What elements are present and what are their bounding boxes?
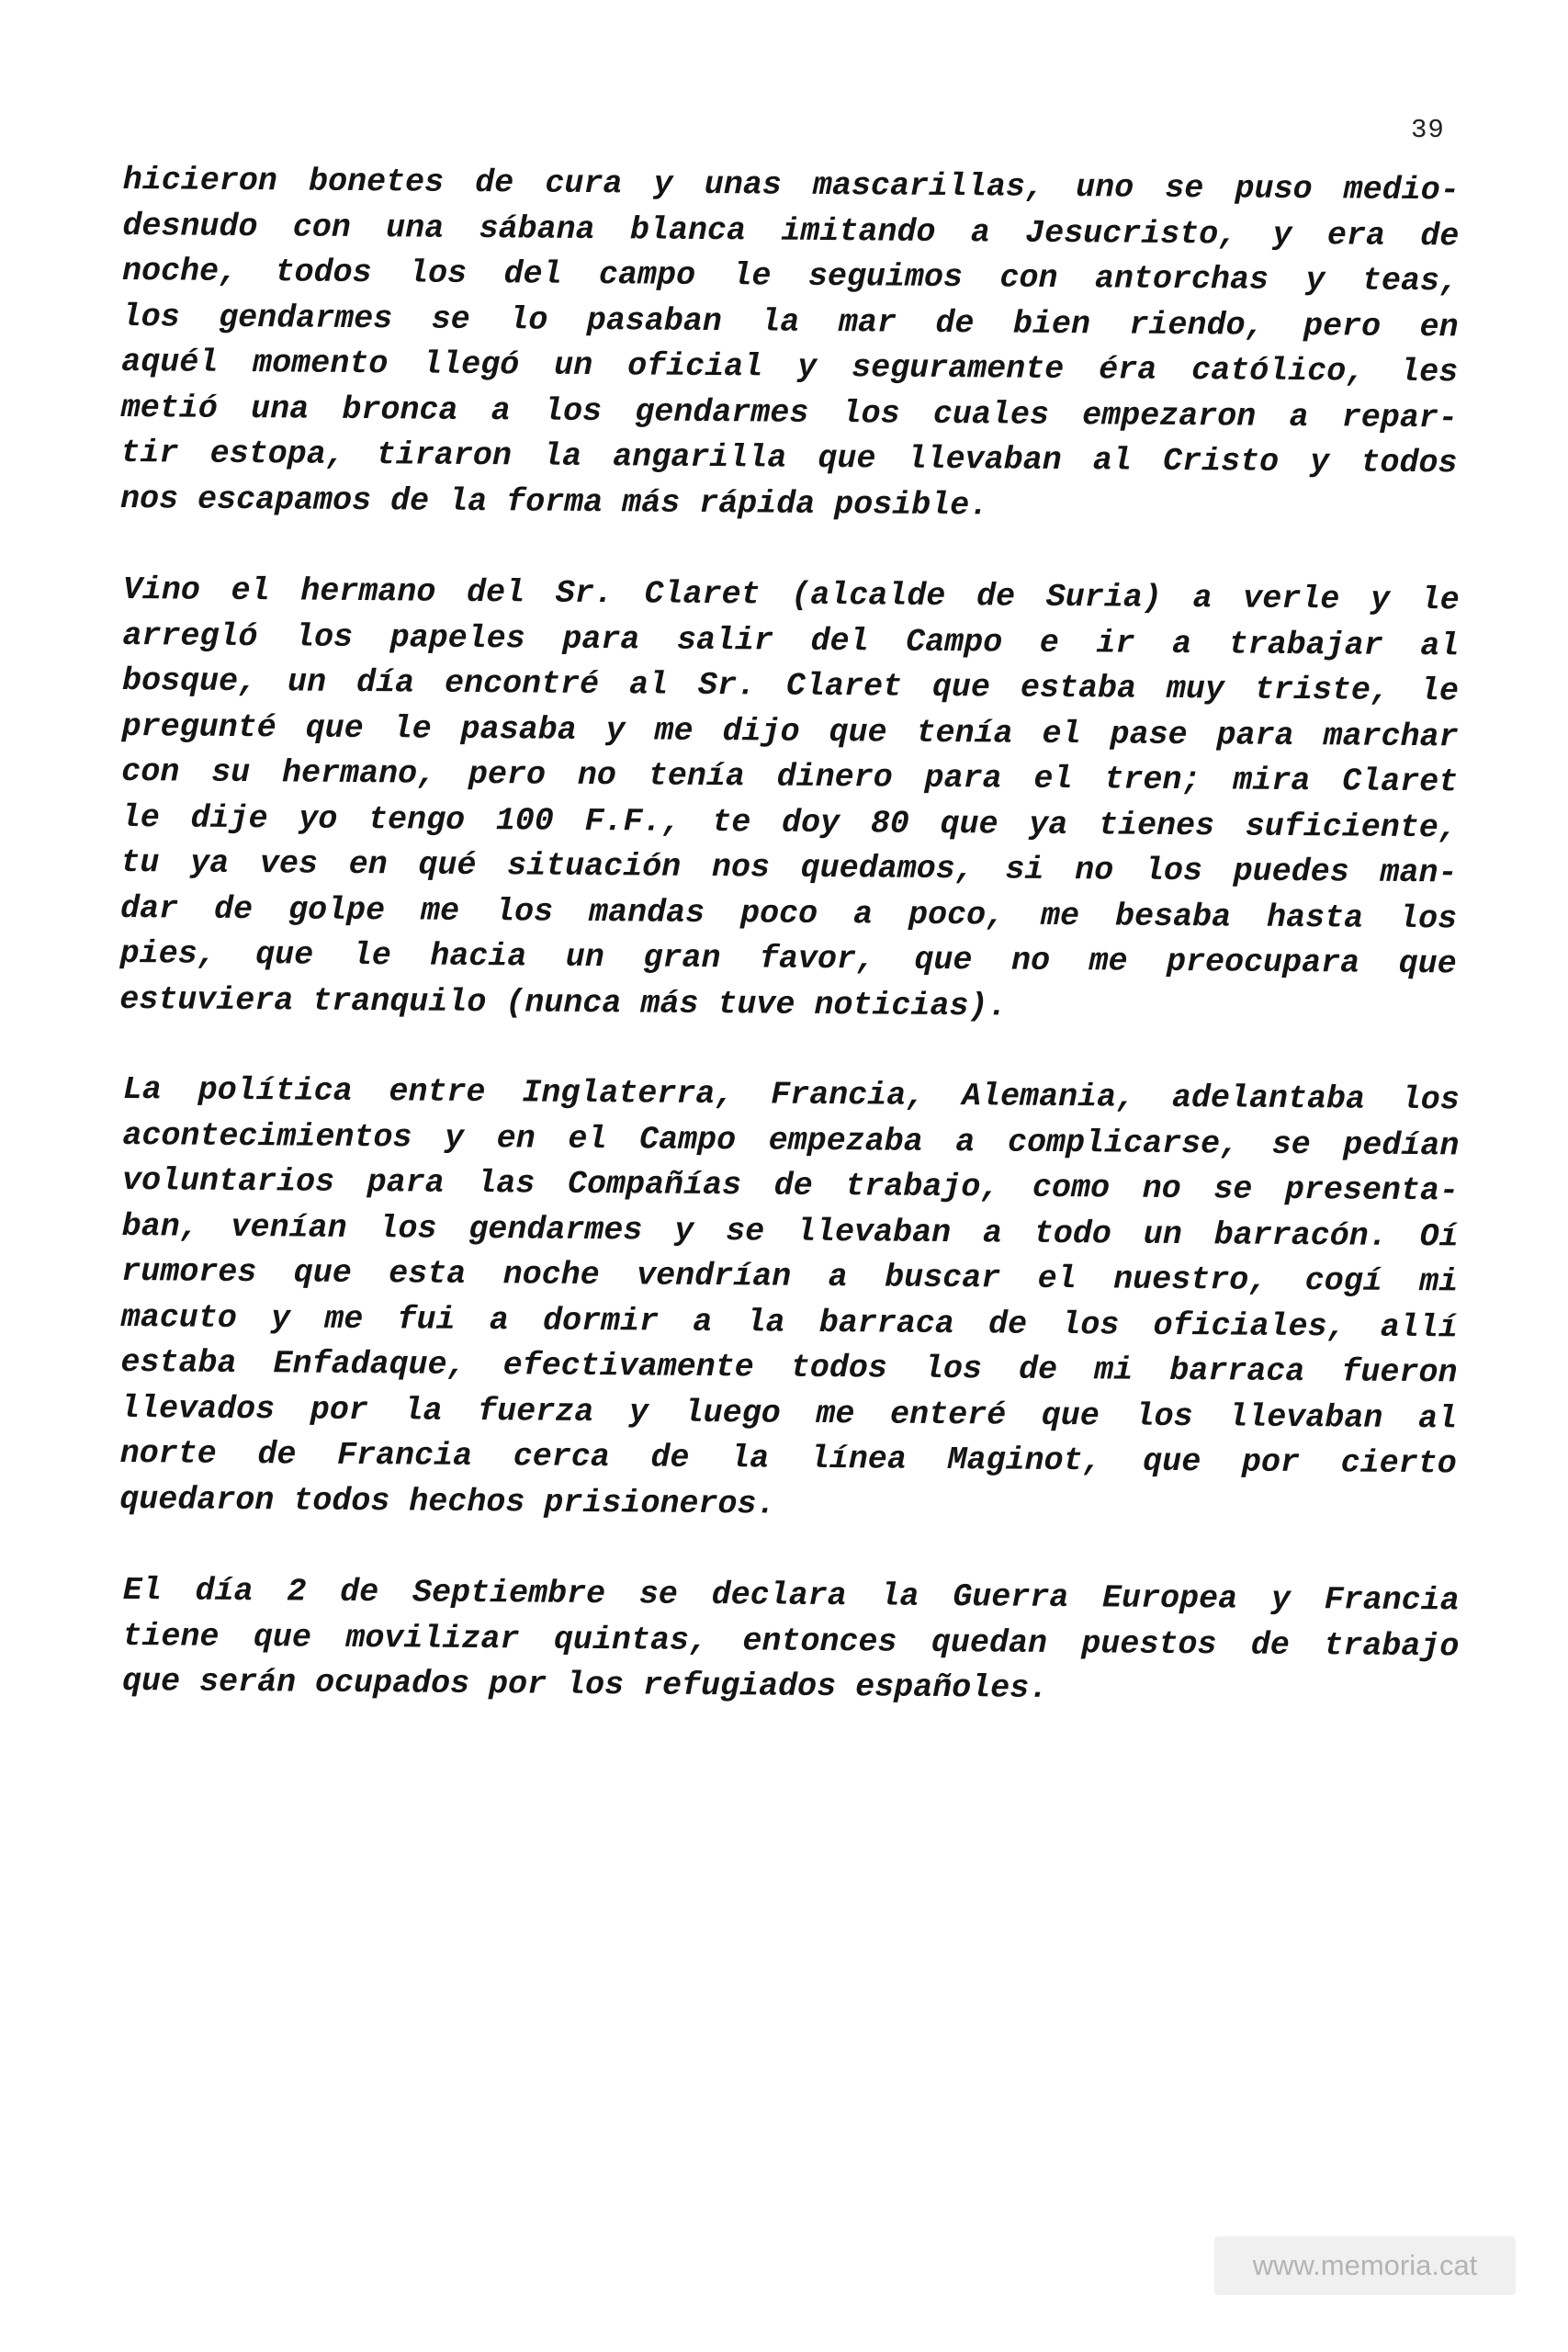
text-line: ban, venían los gendarmes y se llevaban a todo un barracón. Oí [121,1207,1459,1255]
paragraph-4 [122,1568,1460,1715]
text-line: Vino el hermano del Sr. Claret (alcalde de Suria) a verle y le [122,571,1460,618]
text-line: noche, todos los del campo le seguimos con antorchas y teas, [121,252,1460,300]
paragraph-1 [120,158,1460,532]
text-line: los gendarmes se lo pasaban la mar de bien riendo, pero en [121,298,1459,345]
text-line: estaba Enfadaque, efectivamente todos los de mi barraca fueron [120,1343,1458,1392]
watermark-link[interactable]: www.memoria.cat [1214,2236,1516,2295]
text-line: quedaron todos hechos prisioneros. [119,1480,776,1523]
text-line: tir estopa, tiraron la angarilla que llevaban al Cristo y todos [120,434,1458,482]
text-line: El día 2 de Septiembre se declara la Guerra Europea y Francia [122,1571,1460,1619]
text-line: tiene que movilizar quintas, entonces quedan puestos de trabajo [122,1616,1460,1665]
text-line: con su hermano, pero no tenía dinero para el tren; mira Claret [121,752,1459,800]
text-line: La política entre Inglaterra, Francia, Alemania, adelantaba los [122,1070,1460,1119]
text-line: bosque, un día encontré al Sr. Claret que estaba muy triste, le [121,662,1460,709]
text-line: arregló los papeles para salir del Campo e ir a trabajar al [122,616,1460,664]
text-line: acontecimientos y en el Campo empezaba a complicarse, se pedían [122,1116,1460,1164]
text-line: le dije yo tengo 100 F.F., te doy 80 que ya tienes suficiente, [120,797,1458,846]
body-text [119,158,1460,1750]
text-line: metió una bronca a los gendarmes los cuales empezaron a repar- [120,389,1458,436]
text-line: pregunté que le pasaba y me dijo que tenía el pase para marchar [121,707,1459,755]
text-line: nos escapamos de la forma más rápida posible. [119,480,989,524]
text-line: norte de Francia cerca de la línea Maginot, que por cierto [119,1434,1457,1483]
text-line: aquél momento llegó un oficial y seguramente éra católico, les [121,343,1459,391]
text-line: llevados por la fuerza y luego me enteré que los llevaban al [119,1389,1458,1437]
page-number: 39 [1411,115,1445,145]
paragraph-2 [119,568,1460,1033]
text-line: pies, que le hacia un gran favor, que no me preocupara que [119,934,1457,982]
text-line: hicieron bonetes de cura y unas mascarillas, uno se puso medio- [122,161,1460,209]
text-line: dar de golpe me los mandas poco a poco, me besaba hasta los [119,888,1458,937]
paragraph-3 [119,1068,1460,1532]
text-line: macuto y me fui a dormir a la barraca de los oficiales, allí [120,1298,1458,1346]
text-line: voluntarios para las Compañías de trabajo, como no se presenta- [121,1161,1460,1210]
text-line: tu ya ves en qué situación nos quedamos, si no los puedes man- [120,843,1458,891]
text-line: estuviera tranquilo (nunca más tuve noticias). [119,979,1008,1024]
text-line: desnudo con una sábana blanca imitando a Jesucristo, y era de [122,207,1460,254]
text-line: que serán ocupados por los refugiados españoles. [121,1662,1049,1707]
text-line: rumores que esta noche vendrían a buscar el nuestro, cogí mi [121,1252,1459,1301]
